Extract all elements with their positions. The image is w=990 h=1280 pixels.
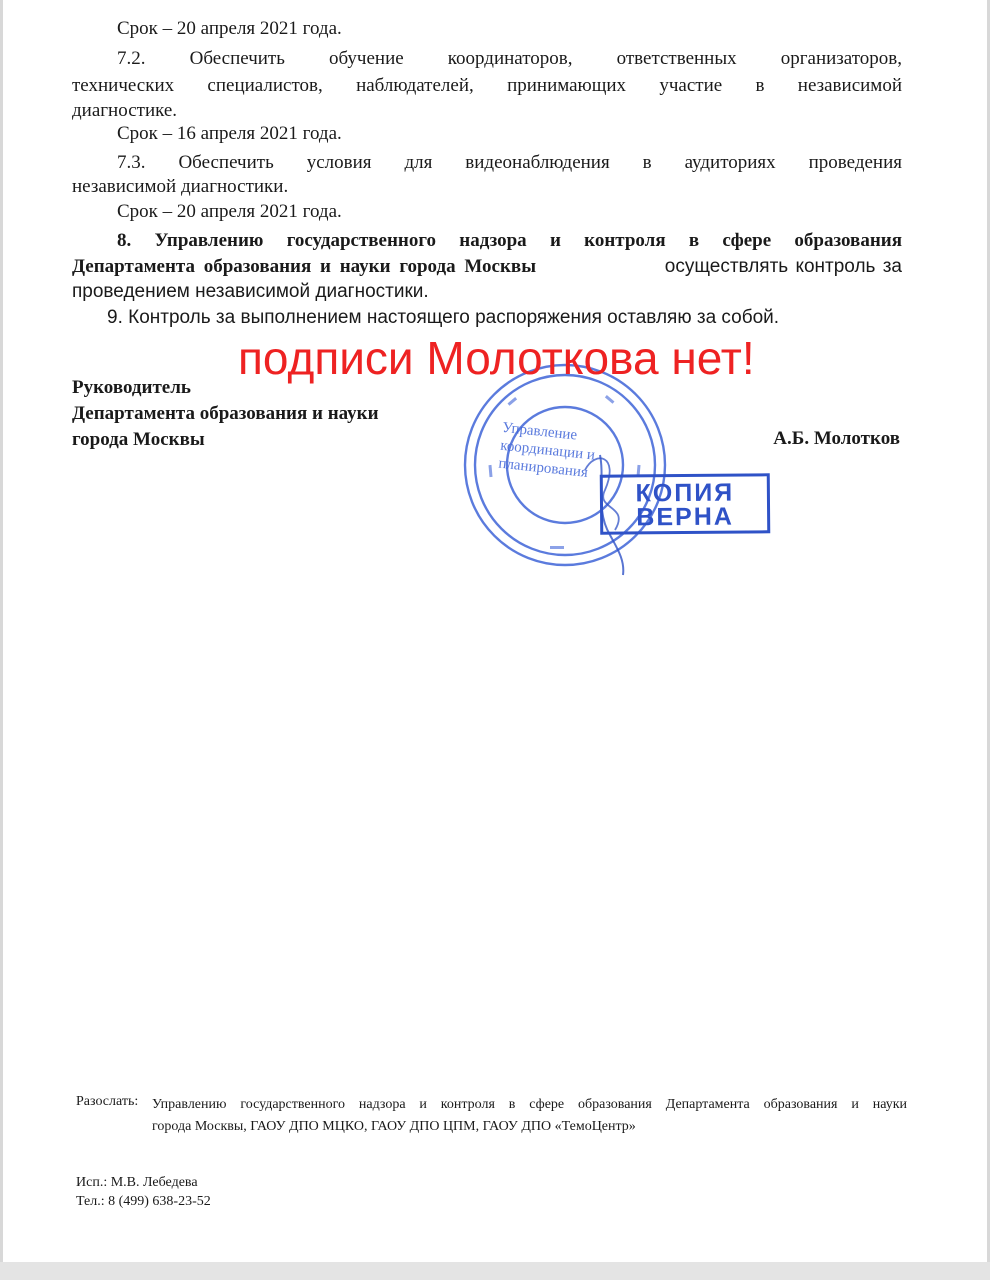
distribution-list bbox=[152, 1094, 907, 1138]
executor: Исп.: М.В. Лебедева bbox=[76, 1175, 198, 1190]
signature-title-line-1: Руководитель bbox=[72, 377, 191, 398]
item-8-department-name: Департамента образования и науки города Москвы bbox=[72, 256, 537, 277]
distribution-label: Разослать: bbox=[76, 1094, 139, 1109]
red-annotation: подписи Молоткова нет! bbox=[238, 332, 755, 384]
item-8-line-3: проведением независимой диагностики. bbox=[72, 281, 429, 302]
item-7-3-line-2: независимой диагностики. bbox=[72, 176, 289, 197]
item-7-2-line-1: 7.2. Обеспечить обучение координаторов, ответственных организаторов, bbox=[117, 48, 902, 69]
item-8-line-1: 8. Управлению государственного надзора и контроля в сфере образования bbox=[117, 230, 902, 251]
copy-stamp-line-1: КОПИЯ bbox=[635, 478, 735, 508]
item-7-3-line-1: 7.3. Обеспечить условия для видеонаблюдения в аудиториях проведения bbox=[117, 152, 902, 173]
distribution-line-1: Управлению государственного надзора и контроля в сфере образования Департамента образования и науки bbox=[152, 1097, 907, 1112]
copy-stamp-line-2: ВЕРНА bbox=[636, 502, 734, 532]
signature-title-line-2: Департамента образования и науки bbox=[72, 403, 379, 424]
signer-name: А.Б. Молотков bbox=[773, 428, 900, 449]
item-9-line: 9. Контроль за выполнением настоящего распоряжения оставляю за собой. bbox=[107, 307, 780, 328]
item-7-2-line-2: технических специалистов, наблюдателей, принимающих участие в независимой bbox=[72, 75, 902, 96]
item-7-2-line-3: диагностике. bbox=[72, 100, 178, 121]
item-8-line-2 bbox=[72, 254, 902, 280]
phone: Тел.: 8 (499) 638-23-52 bbox=[76, 1194, 211, 1209]
deadline-line-1: Срок – 20 апреля 2021 года. bbox=[117, 18, 342, 39]
bottom-strip bbox=[0, 1262, 990, 1280]
signature-title-line-3: города Москвы bbox=[72, 429, 205, 450]
copy-stamp bbox=[600, 473, 771, 534]
round-seal-text: Управление координации и планирования bbox=[497, 419, 596, 481]
item-8-continuation: осуществлять контроль за bbox=[664, 256, 902, 277]
deadline-line-3: Срок – 20 апреля 2021 года. bbox=[117, 201, 342, 222]
distribution-line-2: города Москвы, ГАОУ ДПО МЦКО, ГАОУ ДПО ЦПМ, ГАОУ ДПО «ТемоЦентр» bbox=[152, 1119, 636, 1134]
deadline-line-2: Срок – 16 апреля 2021 года. bbox=[117, 123, 342, 144]
